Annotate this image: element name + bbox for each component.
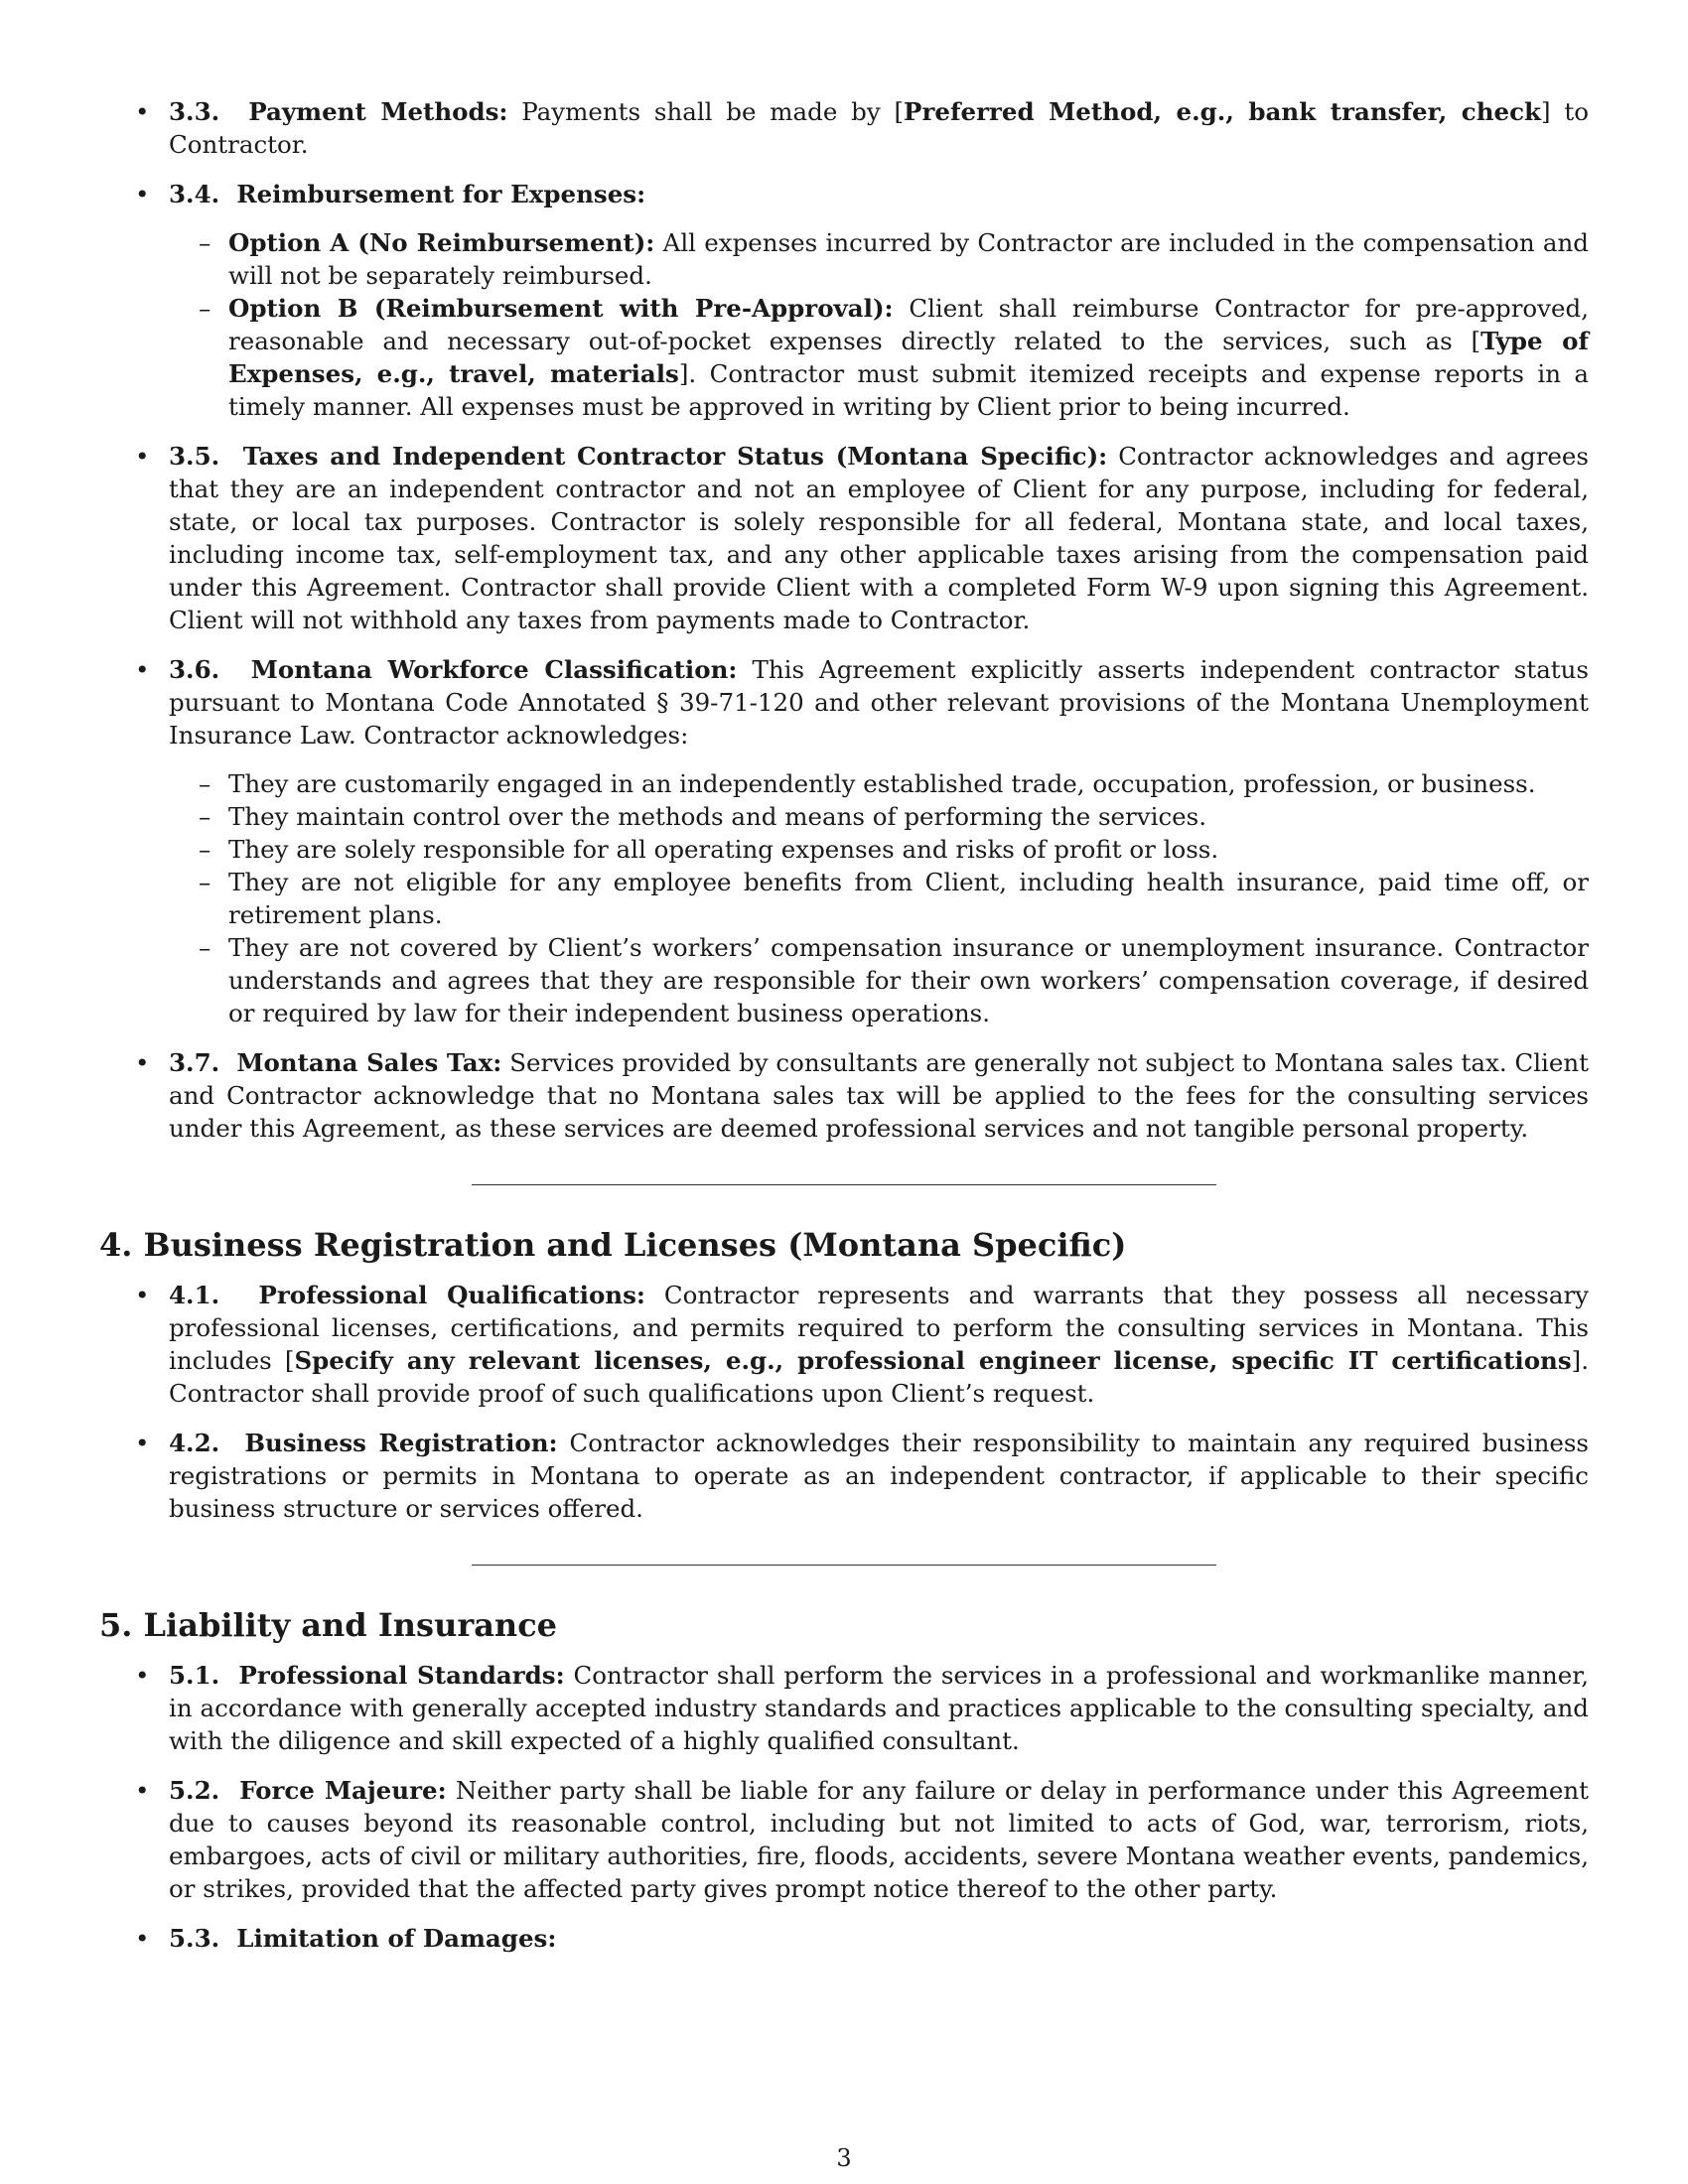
sub-item-title: Option B (Reimbursement with Pre-Approval): [228,294,894,323]
clause-text: ]. Contractor shall provide proof of such qualifications upon Client’s request. [169,1346,1589,1408]
clause-title: Reimbursement for Expenses: [236,180,646,208]
clause-title: Taxes and Independent Contractor Status (Montana Specific): [242,442,1108,471]
clause-number: 3.6. [169,655,220,684]
section-divider [472,1184,1216,1185]
dash-icon: – [199,868,211,896]
list-item [169,767,1589,800]
clause-number: 5.1. [169,1661,220,1690]
clause-title: Business Registration: [244,1429,558,1457]
clause-5-3 [99,1922,1589,1955]
clause-text: ] to Contractor. [169,97,1589,159]
clause-title: Montana Sales Tax: [236,1048,502,1077]
section-4-list [99,1279,1589,1525]
clause-5-1 [99,1659,1589,1757]
bullet-icon: • [135,1429,150,1457]
section-4-heading: 4. Business Registration and Licenses (Montana Specific) [99,1226,1127,1264]
clause-title: Professional Standards: [238,1661,565,1690]
placeholder-text: Preferred Method, e.g., bank transfer, check [904,97,1542,126]
clause-title: Force Majeure: [239,1776,447,1805]
bullet-icon: • [135,655,150,684]
clause-text: Payments shall be made by [ [521,97,905,126]
clause-4-2 [99,1427,1589,1525]
clause-number: 4.2. [169,1429,220,1457]
clause-number: 5.2. [169,1776,220,1805]
dash-icon: – [199,802,211,831]
section-divider [472,1565,1216,1566]
clause-number: 3.5. [169,442,220,471]
clause-text: Services provided by consultants are generally not subject to Montana sales tax. Client and Contractor acknowledge that no Montana sales tax will be applied to the fees for the consulting services under this Agreement, as these services are deemed professional services and not tangible personal property. [169,1048,1589,1143]
clause-3-3 [99,95,1589,161]
bullet-icon: • [135,1924,150,1953]
clause-title: Montana Workforce Classification: [250,655,738,684]
bullet-icon: • [135,1776,150,1805]
bullet-icon: • [135,1661,150,1690]
clause-3-7 [99,1046,1589,1145]
dash-icon: – [199,835,211,864]
clause-3-6 [99,653,1589,1029]
placeholder-text: Type of Expenses, e.g., travel, materials [228,327,1590,388]
sub-item-text: Client shall reimburse Contractor for pre-approved, reasonable and necessary out-of-pocket expenses directly related to the services, such as [ [228,294,1589,355]
bullet-icon: • [135,97,150,126]
list-item [169,833,1589,866]
clause-text: Contractor represents and warrants that they possess all necessary professional licenses, certifications, and permits required to perform the consulting services in Montana. This includes [ [169,1281,1589,1375]
sub-item-title: Option A (No Reimbursement): [228,228,655,257]
clause-number: 5.3. [169,1924,220,1953]
list-item-text: They are not eligible for any employee benefits from Client, including health insurance, paid time off, or retirement plans. [228,868,1589,929]
sub-item-option-a [169,226,1589,292]
clause-number: 3.7. [169,1048,220,1077]
list-item-text: They are solely responsible for all operating expenses and risks of profit or loss. [228,835,1219,864]
list-item [169,866,1589,931]
bullet-icon: • [135,1281,150,1309]
clause-title: Professional Qualifications: [258,1281,645,1309]
placeholder-text: Specify any relevant licenses, e.g., professional engineer license, specific IT certifications [294,1346,1572,1375]
clause-number: 4.1. [169,1281,220,1309]
sub-item-text: ]. Contractor must submit itemized receipts and expense reports in a timely manner. All expenses must be approved in writing by Client prior to being incurred. [228,359,1589,421]
sub-item-option-b [169,292,1589,423]
clause-text: Contractor acknowledges and agrees that they are an independent contractor and not an employee of Client for any purpose, including for federal, state, or local tax purposes. Contractor is solely responsible for all federal, Montana state, and local taxes, including income tax, self-employment tax, and any other applicable taxes arising from the compensation paid under this Agreement. Contractor shall provide Client with a completed Form W-9 upon signing this Agreement. Client will not withhold any taxes from payments made to Contractor. [169,442,1590,634]
clause-text: Contractor shall perform the services in a professional and workmanlike manner, in accordance with generally accepted industry standards and practices applicable to the consulting specialty, and with the diligence and skill expected of a highly qualified consultant. [169,1661,1590,1755]
bullet-icon: • [135,442,150,471]
clause-title: Payment Methods: [248,97,508,126]
section-3-list [99,95,1589,1145]
document-page [99,95,1589,1972]
sub-list [169,767,1589,1029]
bullet-icon: • [135,180,150,208]
sub-list [169,226,1589,423]
section-5-heading: 5. Liability and Insurance [99,1606,558,1644]
list-item-text: They are customarily engaged in an independently established trade, occupation, profession, or business. [228,769,1536,798]
clause-text: Neither party shall be liable for any failure or delay in performance under this Agreement due to causes beyond its reasonable control, including but not limited to acts of God, war, terrorism, riots, embargoes, acts of civil or military authorities, fire, floods, accidents, severe Montana weather events, pandemics, or strikes, provided that the affected party gives prompt notice thereof to the other party. [169,1776,1589,1903]
bullet-icon: • [135,1048,150,1077]
clause-number: 3.4. [169,180,220,208]
clause-4-1 [99,1279,1589,1410]
clause-5-2 [99,1774,1589,1905]
dash-icon: – [199,933,211,962]
list-item [169,800,1589,833]
dash-icon: – [199,769,211,798]
clause-text: Contractor acknowledges their responsibility to maintain any required business registrations or permits in Montana to operate as an independent contractor, if applicable to their specific business structure or services offered. [169,1429,1590,1523]
list-item-text: They are not covered by Client’s workers’ compensation insurance or unemployment insurance. Contractor understands and agrees that they are responsible for their own workers’ compensation coverage, if desired or required by law for their independent business operations. [228,933,1589,1027]
list-item-text: They maintain control over the methods and means of performing the services. [228,802,1207,831]
clause-3-5 [99,440,1589,636]
page-number: 3 [836,2144,852,2172]
section-5-list [99,1659,1589,1955]
sub-item-text: All expenses incurred by Contractor are included in the compensation and will not be separately reimbursed. [228,228,1589,290]
list-item [169,931,1589,1029]
clause-3-4 [99,178,1589,423]
clause-title: Limitation of Damages: [236,1924,557,1953]
dash-icon: – [199,294,211,323]
clause-number: 3.3. [169,97,220,126]
dash-icon: – [199,228,211,257]
clause-text: This Agreement explicitly asserts independent contractor status pursuant to Montana Code Annotated § 39-71-120 and other relevant provisions of the Montana Unemployment Insurance Law. Contractor acknowledges: [169,655,1590,750]
